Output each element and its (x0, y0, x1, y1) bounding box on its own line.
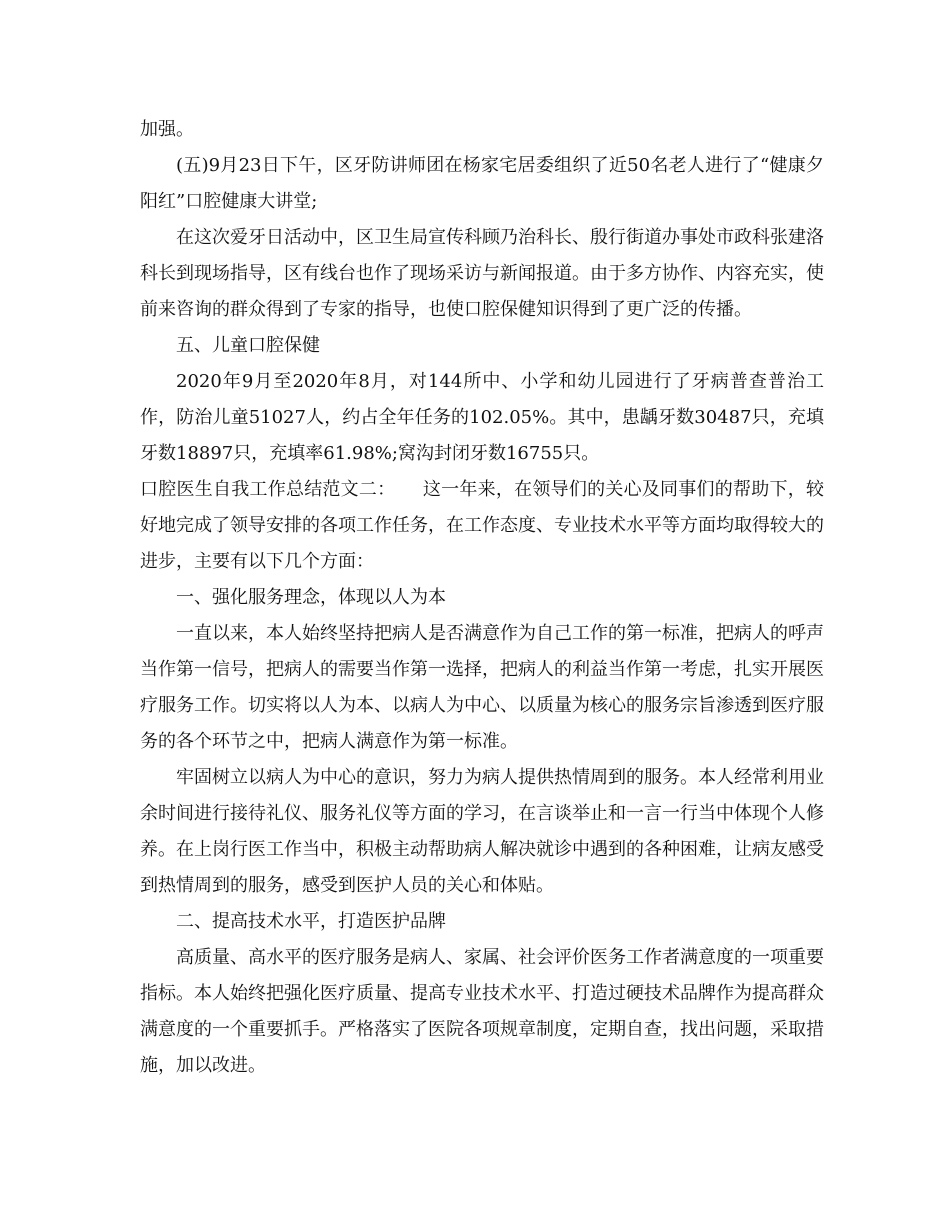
document-page (140, 112, 824, 1084)
section-heading-technical-level: 二、提高技术水平，打造医护品牌 (176, 911, 446, 932)
paragraph-sample-two-intro: 口腔医生自我工作总结范文二： 这一年来，在领导们的关心及同事们的帮助下，较好地完成了领导安排的各项工作任务，在工作态度、专业技术水平等方面均取得较大的进步，主要有以下几个方面： (140, 479, 824, 572)
section-heading-service-concept: 一、强化服务理念，体现以人为本 (176, 587, 446, 608)
paragraph-patient-first: 一直以来，本人始终坚持把病人是否满意作为自己工作的第一标准，把病人的呼声当作第一信号，把病人的需要当作第一选择，把病人的利益当作第一考虑，扎实开展医疗服务工作。切实将以人为本、以病人为中心、以质量为核心的服务宗旨渗透到医疗服务的各个环节之中，把病人满意作为第一标准。 (140, 623, 824, 752)
paragraph-quality-service: 高质量、高水平的医疗服务是病人、家属、社会评价医务工作者满意度的一项重要指标。本人始终把强化医疗质量、提高专业技术水平、打造过硬技术品牌作为提高群众满意度的一个重要抓手。严格落实了医院各项规章制度，定期自查，找出问题，采取措施，加以改进。 (140, 947, 824, 1076)
paragraph-lecture-event: (五)9月23日下午，区牙防讲师团在杨家宅居委组织了近50名老人进行了“健康夕阳红”口腔健康大讲堂; (140, 155, 824, 212)
paragraph-activity-summary: 在这次爱牙日活动中，区卫生局宣传科顾乃治科长、殷行街道办事处市政科张建洛科长到现场指导，区有线台也作了现场采访与新闻报道。由于多方协作、内容充实，使前来咨询的群众得到了专家的指导，也使口腔保健知识得到了更广泛的传播。 (140, 227, 824, 320)
section-heading-child-oral-care: 五、儿童口腔保健 (176, 335, 320, 356)
paragraph-child-statistics: 2020年9月至2020年8月，对144所中、小学和幼儿园进行了牙病普查普治工作，防治儿童51027人，约占全年任务的102.05%。其中，患龋牙数30487只，充填牙数18897只，充填率61.98%;窝沟封闭牙数16755只。 (140, 371, 824, 464)
paragraph-intro-tail: 加强。 (140, 119, 194, 140)
paragraph-warm-service: 牢固树立以病人为中心的意识，努力为病人提供热情周到的服务。本人经常利用业余时间进行接待礼仪、服务礼仪等方面的学习，在言谈举止和一言一行当中体现个人修养。在上岗行医工作当中，积极主动帮助病人解决就诊中遇到的各种困难，让病友感受到热情周到的服务，感受到医护人员的关心和体贴。 (140, 767, 824, 896)
